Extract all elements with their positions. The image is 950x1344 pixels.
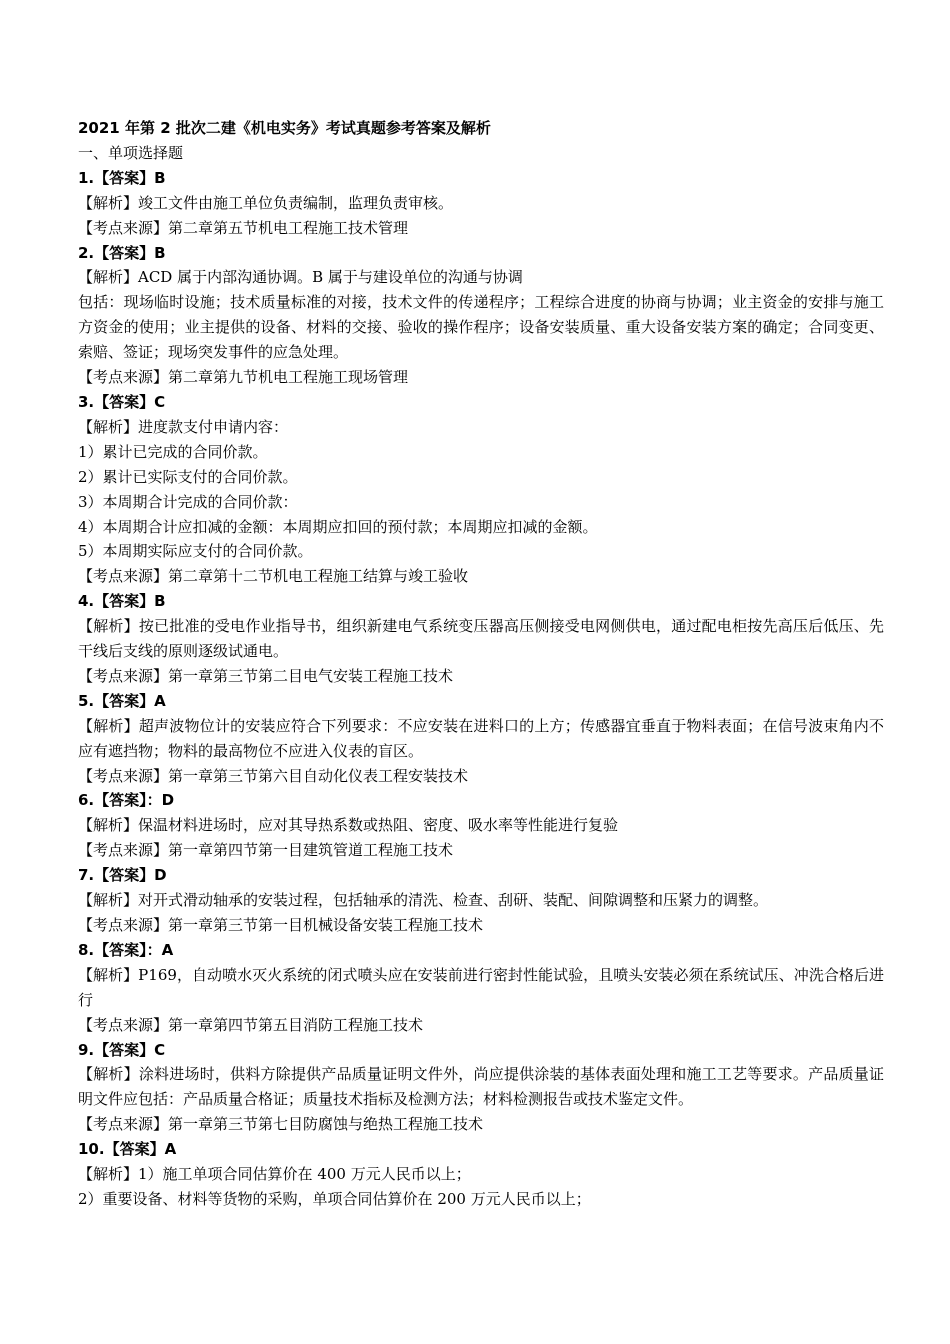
- answer-line: 2.【答案】B: [78, 243, 166, 262]
- text-line: 【考点来源】第一章第三节第六目自动化仪表工程安装技术: [78, 766, 469, 785]
- answer-list: [78, 166, 884, 1212]
- answer-line: 1.【答案】B: [78, 168, 166, 187]
- text-line: 【解析】保温材料进场时，应对其导热系数或热阻、密度、吸水率等性能进行复验: [78, 816, 619, 835]
- text-line: 2）重要设备、材料等货物的采购，单项合同估算价在 200 万元人民币以上；: [78, 1189, 591, 1208]
- text-line: 【解析】进度款支付申请内容：: [78, 417, 289, 436]
- explanation-paragraph: 【解析】超声波物位计的安装应符合下列要求：不应安装在进料口的上方；传感器宜垂直于物料表面；在信号波束角内不应有遮挡物；物料的最高物位不应进入仪表的盲区。: [78, 716, 884, 760]
- text-line: 【考点来源】第二章第五节机电工程施工技术管理: [78, 218, 409, 237]
- explanation-paragraph: 【解析】涂料进场时，供料方除提供产品质量证明文件外，尚应提供涂装的基体表面处理和施工工艺等要求。产品质量证明文件应包括：产品质量合格证；质量技术指标及检测方法；材料检测报告或技术鉴定文件。: [78, 1065, 884, 1109]
- text-line: 【解析】1）施工单项合同估算价在 400 万元人民币以上；: [78, 1165, 471, 1184]
- text-line: 【考点来源】第一章第三节第一目机械设备安装工程施工技术: [78, 916, 484, 934]
- answer-line: 10.【答案】A: [78, 1140, 177, 1159]
- explanation-paragraph: 【解析】P169，自动喷水灭火系统的闭式喷头应在安装前进行密封性能试验，且喷头安装必须在系统试压、冲洗合格后进行: [78, 965, 884, 1009]
- answer-line: 4.【答案】B: [78, 592, 166, 611]
- explanation-paragraph: 包括：现场临时设施；技术质量标准的对接，技术文件的传递程序；工程综合进度的协商与协调；业主资金的安排与施工方资金的使用；业主提供的设备、材料的交接、验收的操作程序；设备安装质量、重大设备安装方案的确定；合同变更、索赔、签证；现场突发事件的应急处理。: [78, 293, 884, 362]
- text-line: 3）本周期合计完成的合同价款：: [78, 492, 298, 511]
- text-line: 1）累计已完成的合同价款。: [78, 442, 268, 461]
- text-line: 【解析】竣工文件由施工单位负责编制，监理负责审核。: [78, 193, 454, 212]
- section-heading: 一、单项选择题: [78, 143, 184, 162]
- answer-line: 9.【答案】C: [78, 1040, 166, 1059]
- text-line: 5）本周期实际应支付的合同价款。: [78, 542, 313, 561]
- text-line: 2）累计已实际支付的合同价款。: [78, 467, 298, 486]
- text-line: 【考点来源】第二章第九节机电工程施工现场管理: [78, 368, 409, 387]
- text-line: 【解析】对开式滑动轴承的安装过程，包括轴承的清洗、检查、刮研、装配、间隙调整和压紧力的调整。: [78, 891, 769, 910]
- explanation-paragraph: 【解析】按已批准的受电作业指导书，组织新建电气系统变压器高压侧接受电网侧供电，通过配电柜按先高压后低压、先干线后支线的原则逐级试通电。: [78, 617, 884, 661]
- document-title: 2021 年第 2 批次二建《机电实务》考试真题参考答案及解析: [78, 119, 491, 137]
- text-line: 【考点来源】第一章第三节第七目防腐蚀与绝热工程施工技术: [78, 1115, 484, 1134]
- text-line: 【考点来源】第一章第三节第二目电气安装工程施工技术: [78, 666, 454, 685]
- text-line: 4）本周期合计应扣减的金额：本周期应扣回的预付款；本周期应扣减的金额。: [78, 517, 598, 536]
- text-line: 【考点来源】第二章第十二节机电工程施工结算与竣工验收: [78, 567, 469, 586]
- document-body: [78, 116, 884, 1212]
- text-line: 【解析】ACD 属于内部沟通协调。B 属于与建设单位的沟通与协调: [78, 268, 523, 287]
- answer-line: 5.【答案】A: [78, 691, 166, 710]
- answer-line: 3.【答案】C: [78, 392, 166, 411]
- answer-line: 8.【答案】：A: [78, 940, 174, 959]
- text-line: 【考点来源】第一章第四节第一目建筑管道工程施工技术: [78, 841, 454, 860]
- answer-line: 7.【答案】D: [78, 866, 167, 885]
- answer-line: 6.【答案】：D: [78, 791, 175, 810]
- text-line: 【考点来源】第一章第四节第五目消防工程施工技术: [78, 1015, 424, 1034]
